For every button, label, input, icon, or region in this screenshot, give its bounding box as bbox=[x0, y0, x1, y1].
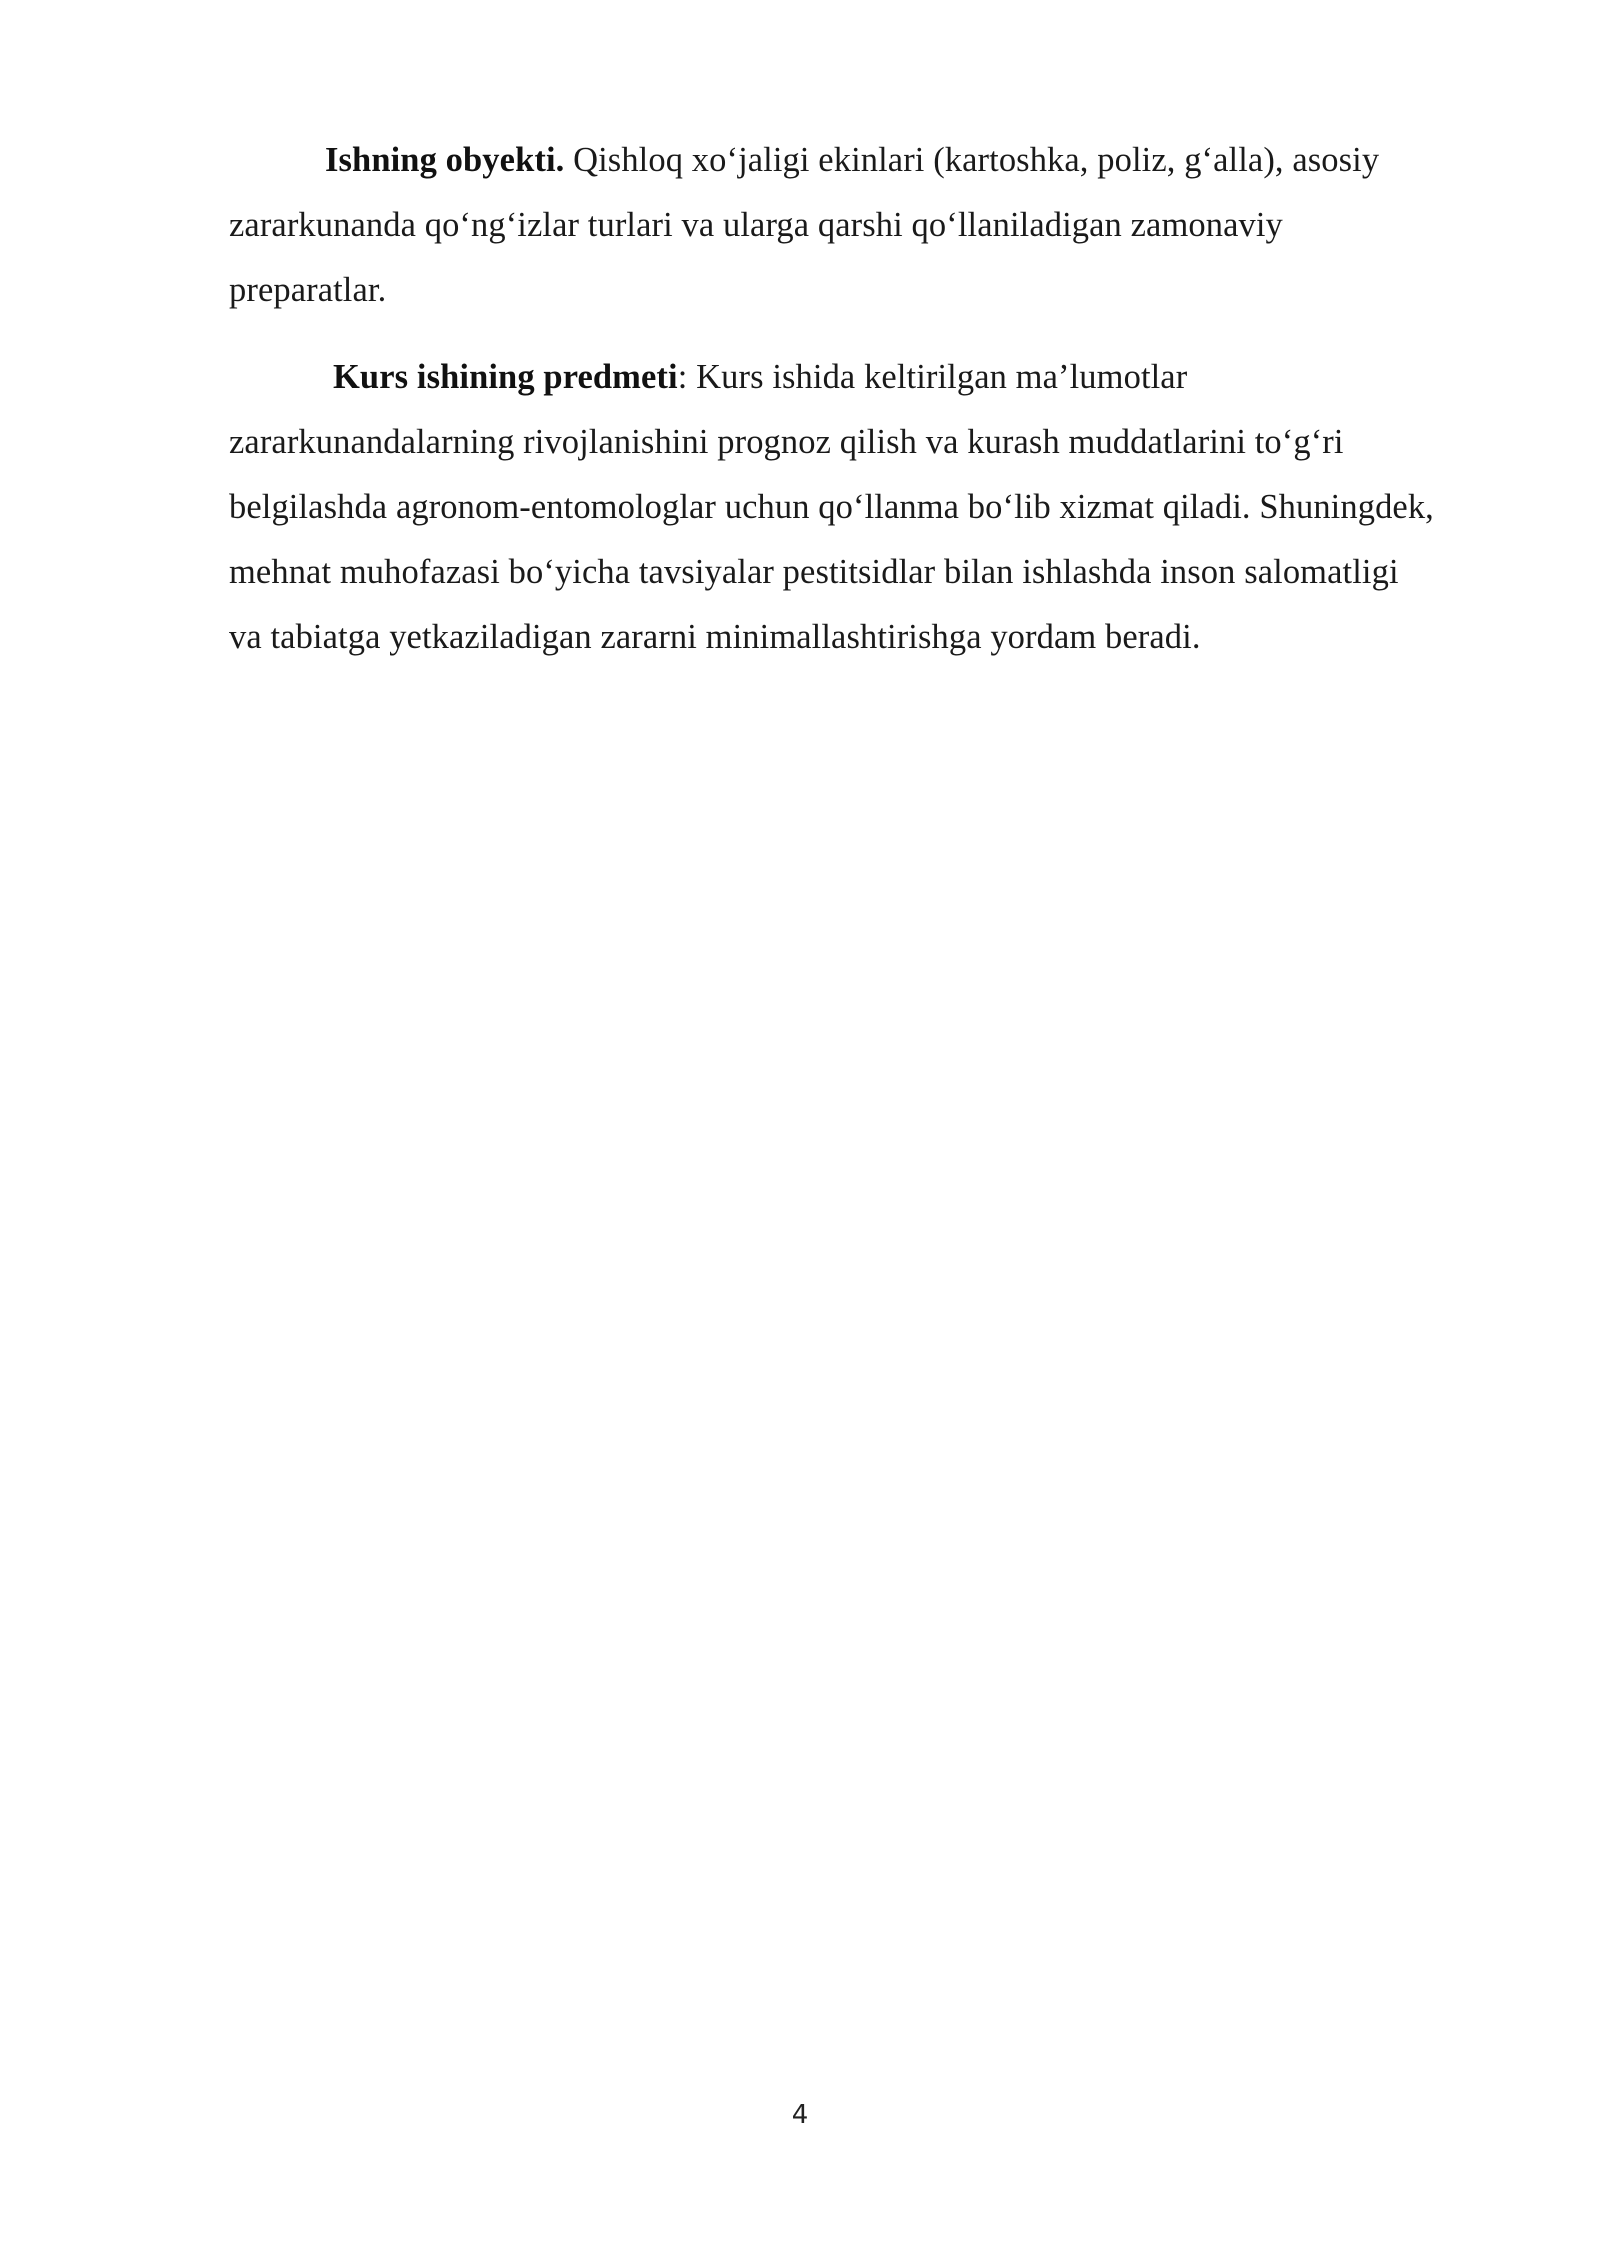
paragraph-subject-of-course-work bbox=[229, 345, 1439, 670]
paragraph-heading-subject: Kurs ishining predmeti bbox=[333, 358, 678, 396]
document-body bbox=[229, 128, 1439, 670]
page-number: 4 bbox=[791, 2100, 809, 2130]
paragraph-object-of-work bbox=[229, 128, 1439, 323]
paragraph-heading-object: Ishning obyekti. bbox=[325, 141, 565, 179]
paragraph-text-object: Qishloq xo‘jaligi ekinlari (kartoshka, poliz, g‘alla), asosiy zararkunanda qo‘ng‘izlar turlari va ularga qarshi qo‘llaniladigan zamonaviy preparatlar. bbox=[229, 141, 1380, 309]
paragraph-text-subject: : Kurs ishida keltirilgan ma’lumotlar zararkunandalarning rivojlanishini prognoz qilish va kurash muddatlarini to‘g‘ri belgilashda agronom-entomologlar uchun qo‘llanma bo‘lib xizmat qiladi. Shuningdek, mehnat muhofazasi bo‘yicha tavsiyalar pestitsidlar bilan ishlashda inson salomatligi va tabiatga yetkaziladigan zararni minimallashtirishga yordam beradi. bbox=[229, 358, 1434, 656]
